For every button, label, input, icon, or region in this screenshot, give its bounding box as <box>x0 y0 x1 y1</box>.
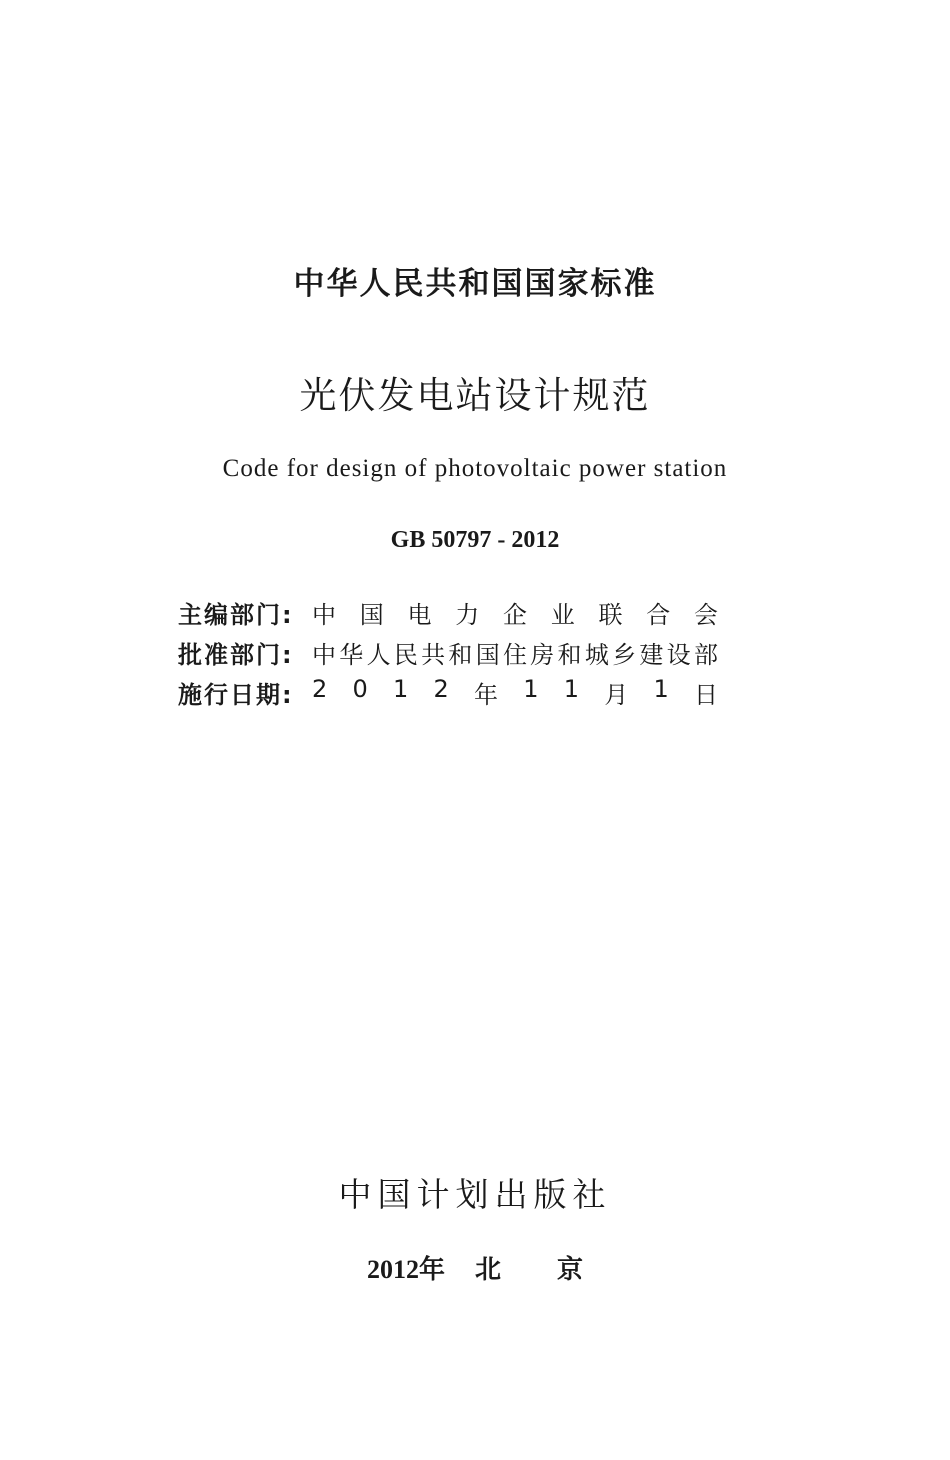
info-char: 建 <box>639 640 664 669</box>
info-char: 房 <box>530 640 555 669</box>
approver-row <box>178 632 718 672</box>
info-char: 联 <box>598 600 623 629</box>
info-char: 和 <box>448 640 473 669</box>
info-char: 会 <box>694 600 718 629</box>
editor-row <box>178 592 718 632</box>
info-char: 城 <box>584 640 609 669</box>
title-chinese: 光伏发电站设计规范 <box>299 374 651 417</box>
info-char: 中 <box>312 600 336 629</box>
standard-type: 中华人民共和国国家标准 <box>293 266 657 302</box>
info-char: 民 <box>393 640 418 669</box>
info-char: 合 <box>646 600 671 629</box>
editor-label: 主编部门: <box>178 600 294 629</box>
date-row <box>178 672 718 712</box>
publication-line <box>0 1252 950 1288</box>
info-char: 住 <box>502 640 527 669</box>
info-char: 人 <box>366 640 391 669</box>
info-char: 1 <box>563 674 579 703</box>
approver-value <box>312 635 718 670</box>
info-char: 2 <box>312 674 328 703</box>
info-char: 1 <box>393 674 409 703</box>
publisher: 中国计划出版社 <box>338 1175 612 1214</box>
info-char: 和 <box>557 640 582 669</box>
date-label: 施行日期: <box>178 680 294 709</box>
publication-year: 2012年 <box>366 1255 445 1284</box>
info-char: 乡 <box>612 640 637 669</box>
date-value <box>312 675 718 710</box>
info-char: 1 <box>653 674 669 703</box>
info-char: 华 <box>339 640 364 669</box>
info-char: 共 <box>421 640 446 669</box>
info-char: 0 <box>352 674 368 703</box>
publication-city: 北京 <box>475 1255 640 1284</box>
title-english: Code for design of photovoltaic power station <box>222 455 728 482</box>
info-char: 业 <box>550 600 575 629</box>
standard-number: GB 50797 - 2012 <box>390 527 560 553</box>
info-char: 设 <box>666 640 691 669</box>
approver-label: 批准部门: <box>178 640 294 669</box>
info-char: 1 <box>523 674 539 703</box>
info-char: 部 <box>693 640 718 669</box>
info-char: 日 <box>693 680 718 709</box>
info-char: 国 <box>359 600 384 629</box>
info-char: 国 <box>475 640 500 669</box>
editor-value <box>312 595 718 630</box>
info-char: 电 <box>407 600 432 629</box>
info-char: 月 <box>604 680 629 709</box>
info-char: 年 <box>474 680 498 709</box>
info-char: 2 <box>433 674 449 703</box>
info-block <box>178 592 718 712</box>
info-char: 力 <box>455 600 480 629</box>
info-char: 企 <box>503 600 527 629</box>
info-char: 中 <box>312 640 336 669</box>
